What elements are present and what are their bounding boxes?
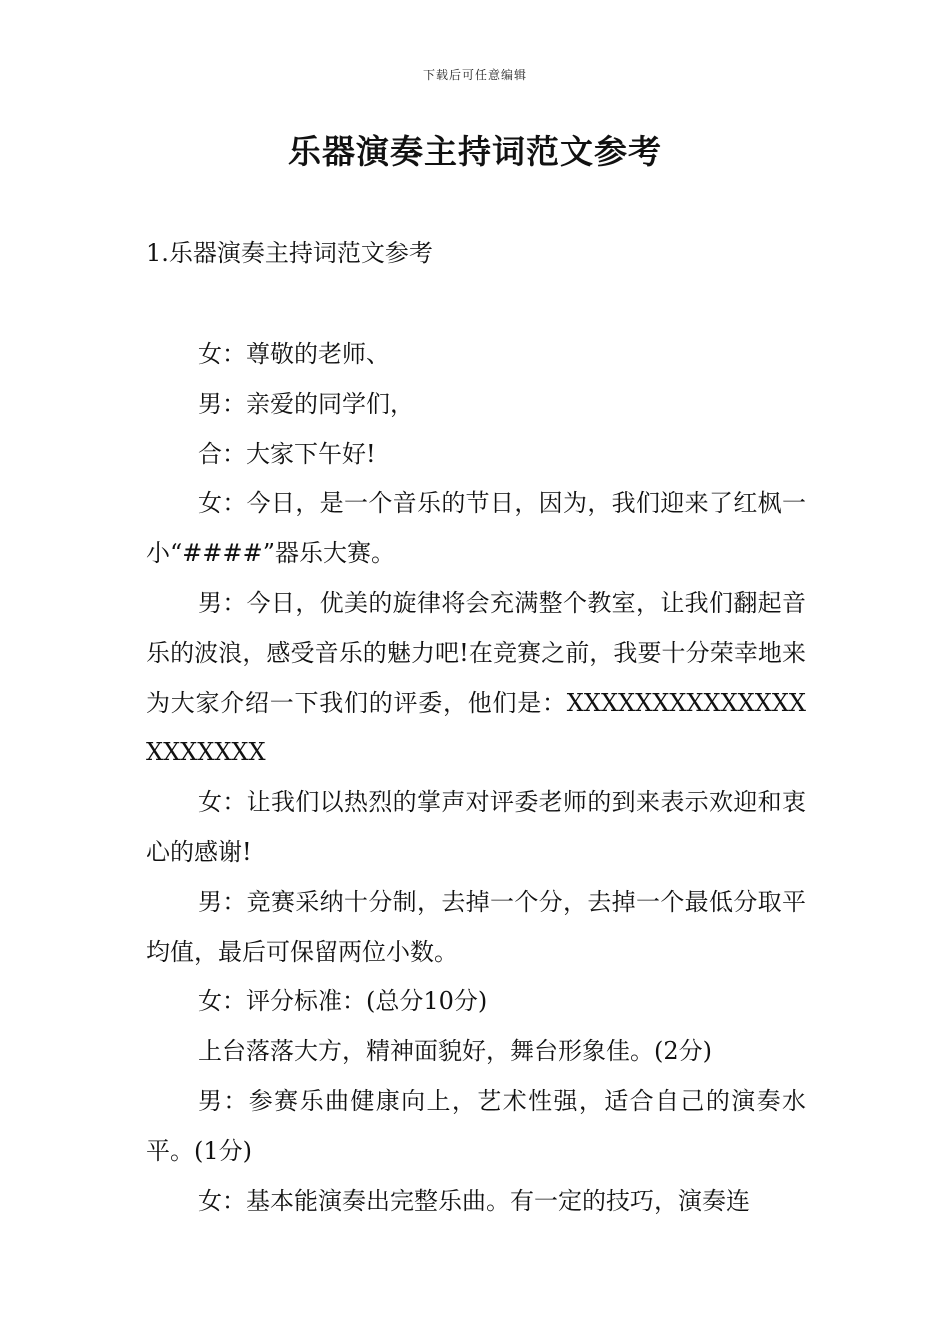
paragraph: 男：竞赛采纳十分制，去掉一个分，去掉一个最低分取平均值，最后可保留两位小数。 (146, 887, 806, 966)
section-heading: 1.乐器演奏主持词范文参考 (146, 239, 433, 267)
paragraph: 女：评分标准：(总分10分) (198, 987, 488, 1016)
document-body (146, 330, 806, 1226)
paragraph: 上台落落大方，精神面貌好，舞台形象佳。(2分) (198, 1037, 712, 1066)
paragraph: 女：让我们以热烈的掌声对评委老师的到来表示欢迎和衷心的感谢! (146, 788, 806, 866)
document-title: 乐器演奏主持词范文参考 (288, 132, 662, 171)
paragraph: 女：基本能演奏出完整乐曲。有一定的技巧，演奏连 (198, 1186, 750, 1215)
paragraph: 男：亲爱的同学们， (198, 389, 414, 418)
page-header: 下载后可任意编辑 (422, 68, 527, 82)
paragraph: 合：大家下午好! (198, 439, 376, 468)
paragraph: 男：今日，优美的旋律将会充满整个教室，让我们翻起音乐的波浪，感受音乐的魅力吧!在竞赛之前，我要十分荣幸地来为大家介绍一下我们的评委，他们是：XXXXXXXXXXXXXXXXXXXXX (146, 588, 806, 767)
paragraph: 男：参赛乐曲健康向上，艺术性强，适合自己的演奏水平。(1分) (146, 1086, 806, 1165)
paragraph: 女：尊敬的老师、 (198, 340, 390, 368)
paragraph: 女：今日，是一个音乐的节日，因为，我们迎来了红枫一小“####”器乐大赛。 (146, 489, 806, 568)
